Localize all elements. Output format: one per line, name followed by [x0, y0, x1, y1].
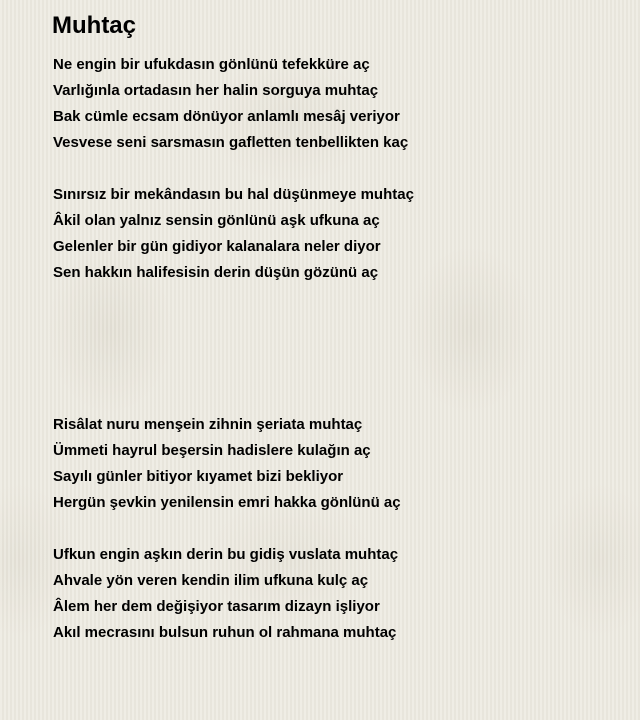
- poem-line: Bak cümle ecsam dönüyor anlamlı mesâj veriyor: [53, 108, 400, 125]
- stanza-3: [53, 412, 401, 516]
- poem-line: Ahvale yön veren kendin ilim ufkuna kulç aç: [53, 572, 369, 589]
- poem-title: Muhtaç: [52, 12, 136, 39]
- poem-line: Âlem her dem değişiyor tasarım dizayn işliyor: [53, 598, 380, 615]
- poem-line: Âkil olan yalnız sensin gönlünü aşk ufkuna aç: [53, 212, 380, 229]
- poem-line: Ümmeti hayrul beşersin hadislere kulağın aç: [53, 442, 371, 459]
- poem-line: Varlığınla ortadasın her halin sorguya muhtaç: [53, 82, 379, 99]
- poem-line: Ufkun engin aşkın derin bu gidiş vuslata muhtaç: [53, 546, 399, 563]
- poem-line: Sınırsız bir mekândasın bu hal düşünmeye muhtaç: [53, 186, 414, 203]
- stanza-2: [53, 182, 414, 286]
- poem-line: Gelenler bir gün gidiyor kalanalara neler diyor: [53, 238, 381, 255]
- poem-line: Akıl mecrasını bulsun ruhun ol rahmana muhtaç: [53, 624, 397, 641]
- poem-line: Hergün şevkin yenilensin emri hakka gönlünü aç: [53, 494, 401, 511]
- poem-line: Sen hakkın halifesisin derin düşün gözünü aç: [53, 264, 379, 281]
- poem-line: Ne engin bir ufukdasın gönlünü tefekküre aç: [53, 56, 370, 73]
- poem-line: Risâlat nuru menşein zihnin şeriata muhtaç: [53, 416, 363, 433]
- stanza-1: [53, 52, 408, 156]
- stanza-4: [53, 542, 398, 646]
- poem-line: Sayılı günler bitiyor kıyamet bizi bekliyor: [53, 468, 344, 485]
- poem-line: Vesvese seni sarsmasın gafletten tenbellikten kaç: [53, 134, 409, 151]
